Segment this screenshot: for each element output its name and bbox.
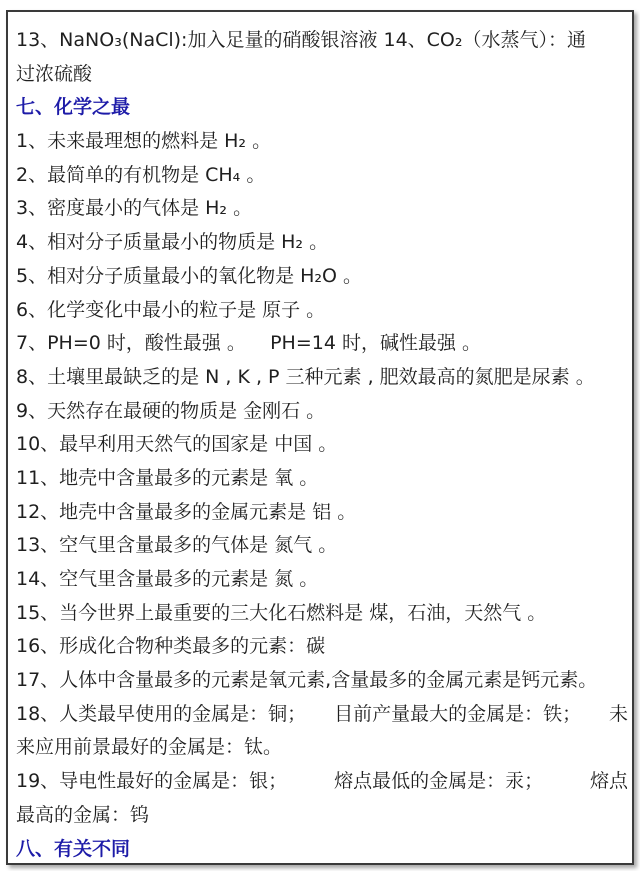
list-item: 8、土壤里最缺乏的是 N , K , P 三种元素 , 肥效最高的氮肥是尿素 。: [16, 365, 595, 388]
intro-line-2: 过浓硫酸: [16, 62, 93, 85]
list-item: 2、最简单的有机物是 CH₄ 。: [16, 163, 266, 186]
document-content: [16, 24, 628, 866]
list-item: 13、空气里含量最多的气体是 氮气 。: [16, 534, 338, 557]
list-item: 5、相对分子质量最小的氧化物是 H₂O 。: [16, 264, 363, 287]
item-18-part-3: 未: [608, 702, 628, 725]
list-item: 12、地壳中含量最多的金属元素是 铝 。: [16, 500, 357, 523]
item-18-part-1: 18、人类最早使用的金属是：铜；: [16, 702, 307, 725]
list-item: 14、空气里含量最多的元素是 氮 。: [16, 568, 319, 590]
list-item: 16、形成化合物种类最多的元素：碳: [16, 635, 326, 658]
list-item: 15、当今世界上最重要的三大化石燃料是 煤，石油，天然气 。: [16, 601, 547, 624]
list-item-18-line-2: 来应用前景最好的金属是：钛。: [16, 736, 283, 759]
item-19-part-3: 熔点: [589, 770, 628, 793]
list-item: 3、密度最小的气体是 H₂ 。: [16, 197, 253, 220]
list-item: 7、PH=0 时，酸性最强 。 PH=14 时，碱性最强 。: [16, 332, 481, 355]
list-item: 10、最早利用天然气的国家是 中国 。: [16, 433, 338, 456]
item-19-part-2: 熔点最低的金属是：汞；: [334, 770, 544, 793]
section-8-heading: 八、有关不同: [16, 837, 131, 860]
list-item: 11、地壳中含量最多的元素是 氧 。: [16, 466, 319, 489]
section-7-heading: 七、化学之最: [16, 96, 131, 119]
intro-line-1: 13、NaNO₃(NaCl):加入足量的硝酸银溶液 14、CO₂（水蒸气）：通: [16, 29, 587, 51]
list-item: 1、未来最理想的燃料是 H₂ 。: [16, 130, 272, 153]
list-item: 9、天然存在最硬的物质是 金刚石 。: [16, 399, 326, 422]
list-item-19-line-2: 最高的金属：钨: [16, 803, 150, 826]
list-item-18-line-1: [16, 698, 628, 732]
list-item-19-line-1: [16, 765, 628, 799]
list-item: 4、相对分子质量最小的物质是 H₂ 。: [16, 231, 329, 254]
list-item: 17、人体中含量最多的元素是氧元素,含量最多的金属元素是钙元素。: [16, 669, 598, 692]
list-item: 6、化学变化中最小的粒子是 原子 。: [16, 298, 326, 321]
item-19-part-1: 19、导电性最好的金属是：银；: [16, 770, 288, 793]
item-18-part-2: 目前产量最大的金属是：铁；: [334, 702, 582, 725]
